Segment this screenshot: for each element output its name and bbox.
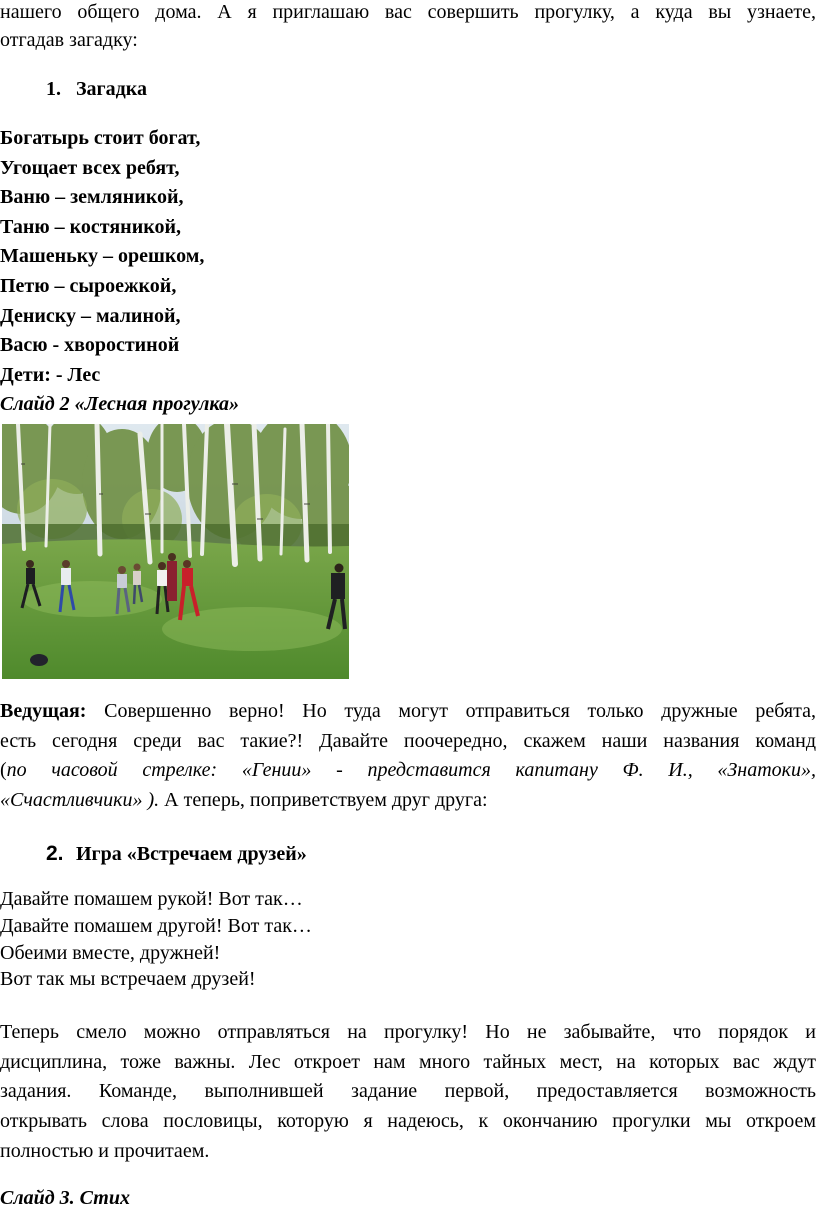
intro-line-1: нашего общего дома. А я приглашаю вас совершить прогулку, а куда вы узнаете,: [0, 1, 816, 23]
leader-text-3: по часовой стрелке: «Гении» - представится капитану Ф. И., «Знатоки»,: [6, 759, 816, 781]
slide-2-caption: Слайд 2 «Лесная прогулка»: [0, 393, 240, 415]
leader-text-1: Совершенно верно! Но туда могут отправиться только дружные ребята,: [86, 700, 816, 722]
riddle-line: Машеньку – орешком,: [0, 245, 205, 267]
riddle-line: Ваню – земляникой,: [0, 186, 184, 208]
birch-forest-photo: [2, 424, 349, 679]
section-1-title: Загадка: [76, 78, 147, 100]
paragraph-line: задания. Команде, выполнившей задание первой, предоставляется возможность: [0, 1080, 816, 1102]
riddle-line: Дениску – малиной,: [0, 305, 181, 327]
leader-line-3: [0, 756, 816, 785]
poem-line: Обеими вместе, дружней!: [0, 942, 221, 964]
poem-line: Вот так мы встречаем друзей!: [0, 968, 256, 990]
leader-text-4-italic: «Счастливчики» ).: [0, 789, 160, 811]
paragraph-line: открывать слова пословицы, которую я надеюсь, к окончанию прогулки мы откроем: [0, 1110, 816, 1132]
riddle-line: Угощает всех ребят,: [0, 157, 180, 179]
leader-text-4: А теперь, поприветствуем друг друга:: [159, 789, 488, 811]
leader-line-4: [0, 786, 816, 815]
slide-3-caption: Слайд 3. Стих: [0, 1187, 130, 1209]
leader-paren: (: [0, 759, 7, 781]
paragraph-line: Теперь смело можно отправляться на прогулку! Но не забывайте, что порядок и: [0, 1021, 816, 1043]
section-2-heading: [46, 839, 307, 869]
poem-line: Давайте помашем другой! Вот так…: [0, 915, 312, 937]
photo-canvas: [2, 424, 349, 679]
section-1-heading: [46, 75, 147, 104]
riddle-answer: Дети: - Лес: [0, 364, 101, 386]
riddle-line: Таню – костяникой,: [0, 216, 181, 238]
poem-line: Давайте помашем рукой! Вот так…: [0, 888, 303, 910]
leader-line-1: [0, 697, 816, 726]
riddle-line: Богатырь стоит богат,: [0, 127, 201, 149]
section-2-number: 2.: [46, 842, 64, 865]
riddle-line: Васю - хворостиной: [0, 334, 180, 356]
leader-line-2: есть сегодня среди вас такие?! Давайте поочередно, скажем наши названия команд: [0, 730, 816, 752]
section-2-title: Игра «Встречаем друзей»: [76, 843, 307, 865]
paragraph-line: полностью и прочитаем.: [0, 1140, 210, 1162]
section-1-number: 1.: [46, 78, 61, 100]
riddle-line: Петю – сыроежкой,: [0, 275, 177, 297]
paragraph-line: дисциплина, тоже важны. Лес откроет нам много тайных мест, на которых вас ждут: [0, 1051, 816, 1073]
intro-line-2: отгадав загадку:: [0, 29, 138, 51]
leader-label: Ведущая:: [0, 700, 87, 722]
